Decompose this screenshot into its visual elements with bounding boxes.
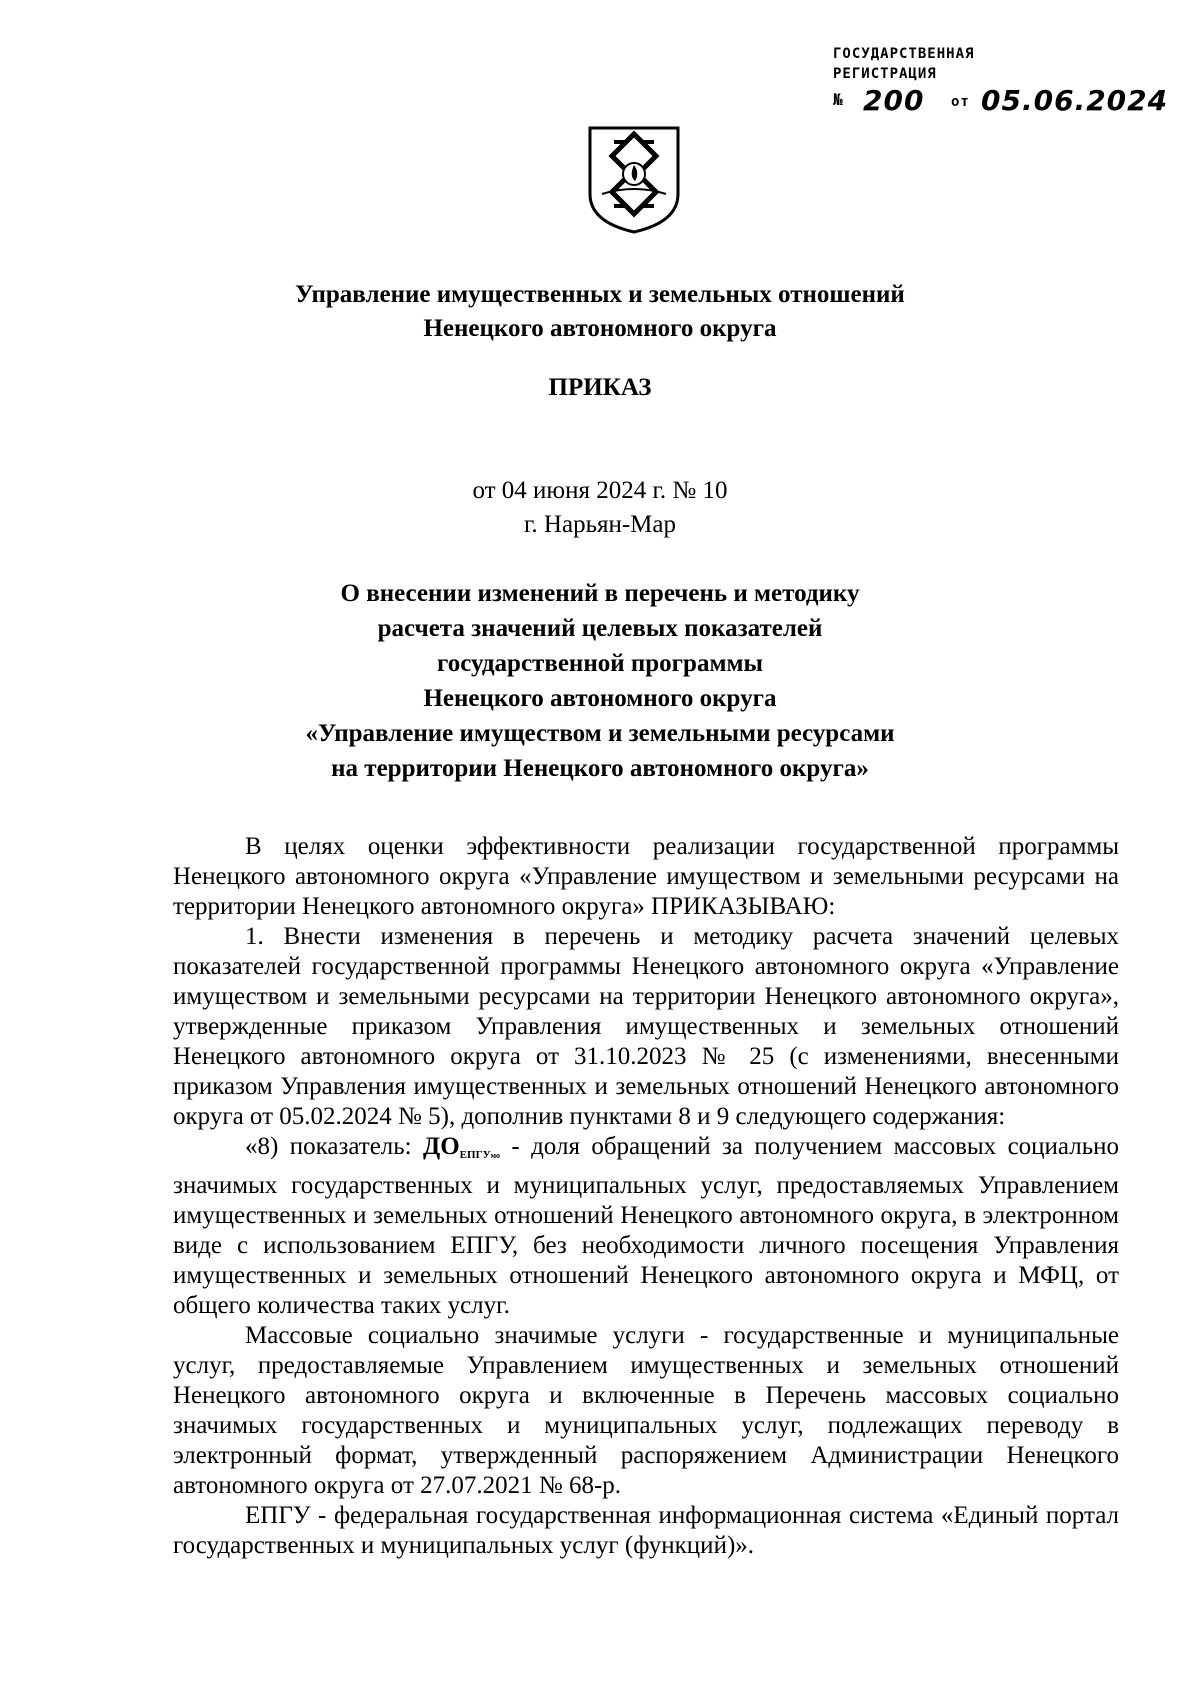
body-paragraph: Массовые социально значимые услуги - государственные и муниципальные услуг, предоставляемые Управлением имущественных и земельных отношений Ненецкого автономного округа и включенные в Перечень массовых социально значимых государственных и муниципальных услуг, подлежащих переводу в электронный формат, утвержденный распоряжением Администрации Ненецкого автономного округа от 27.07.2021 № 68-р.: [173, 1322, 1119, 1499]
title-line: государственной программы: [436, 650, 764, 677]
title-line: О внесении изменений в перечень и методику: [340, 580, 860, 607]
document-title: [160, 576, 1040, 786]
stamp-number: 200: [863, 84, 925, 117]
title-line: расчета значений целевых показателей: [377, 615, 823, 642]
document-type: ПРИКАЗ: [548, 374, 652, 401]
body-paragraph: 1. Внести изменения в перечень и методику расчета значений целевых показателей государственной программы Ненецкого автономного округа «Управление имуществом и земельными ресурсами на территории Ненецкого автономного округа», утвержденные приказом Управления имущественных и земельных отношений Ненецкого автономного округа от 31.10.2023 № 25 (с изменениями, внесенными приказом Управления имущественных и земельных отношений Ненецкого автономного округа от 05.02.2024 № 5), дополнив пунктами 8 и 9 следующего содержания:: [173, 923, 1119, 1130]
date-and-number: от 04 июня 2024 г. № 10: [472, 477, 728, 504]
stamp-date-prefix: от: [951, 94, 970, 110]
org-line-2: Ненецкого автономного округа: [423, 315, 777, 342]
indicator-prefix: «8) показатель:: [245, 1133, 412, 1160]
document-meta: [160, 474, 1040, 542]
stamp-line-3: [833, 84, 1169, 117]
indicator-text: - доля обращений за получением массовых социально значимых государственных и муниципальных услуг, предоставляемых Управлением имущественных и земельных отношений Ненецкого автономного округа, в электронном виде с использованием ЕПГУ, без необходимости личного посещения Управления имущественных и земельных отношений Ненецкого автономного округа и МФЦ, от общего количества таких услуг.: [173, 1133, 1119, 1319]
indicator-paragraph: [173, 1132, 1119, 1321]
indicator-subscript: ЕПГУ: [459, 1149, 491, 1161]
org-line-1: Управление имущественных и земельных отношений: [295, 281, 905, 308]
body-paragraph: В целях оценки эффективности реализации государственной программы Ненецкого автономного округа «Управление имуществом и земельными ресурсами на территории Ненецкого автономного округа» ПРИКАЗЫВАЮ:: [173, 833, 1119, 920]
organization-name: [160, 278, 1040, 346]
indicator-subsubscript: мо: [490, 1151, 500, 1160]
indicator-symbol: [423, 1133, 500, 1160]
stamp-number-sign: №: [833, 90, 844, 109]
city: г. Нарьян-Мар: [523, 511, 676, 538]
indicator-symbol-base: ДО: [423, 1133, 460, 1160]
stamp-date: 05.06.2024: [981, 84, 1169, 117]
stamp-line-1: ГОСУДАРСТВЕННАЯ: [833, 46, 975, 62]
registration-stamp: [833, 40, 1169, 120]
title-line: на территории Ненецкого автономного округа»: [331, 755, 869, 782]
coat-of-arms-icon: [586, 124, 682, 236]
title-line: «Управление имуществом и земельными ресурсами: [305, 720, 895, 747]
title-line: Ненецкого автономного округа: [423, 685, 777, 712]
stamp-line-2: РЕГИСТРАЦИЯ: [833, 66, 937, 82]
document-body: [173, 832, 1119, 1561]
body-paragraph: ЕПГУ - федеральная государственная информационная система «Единый портал государственных и муниципальных услуг (функций)».: [173, 1502, 1119, 1559]
